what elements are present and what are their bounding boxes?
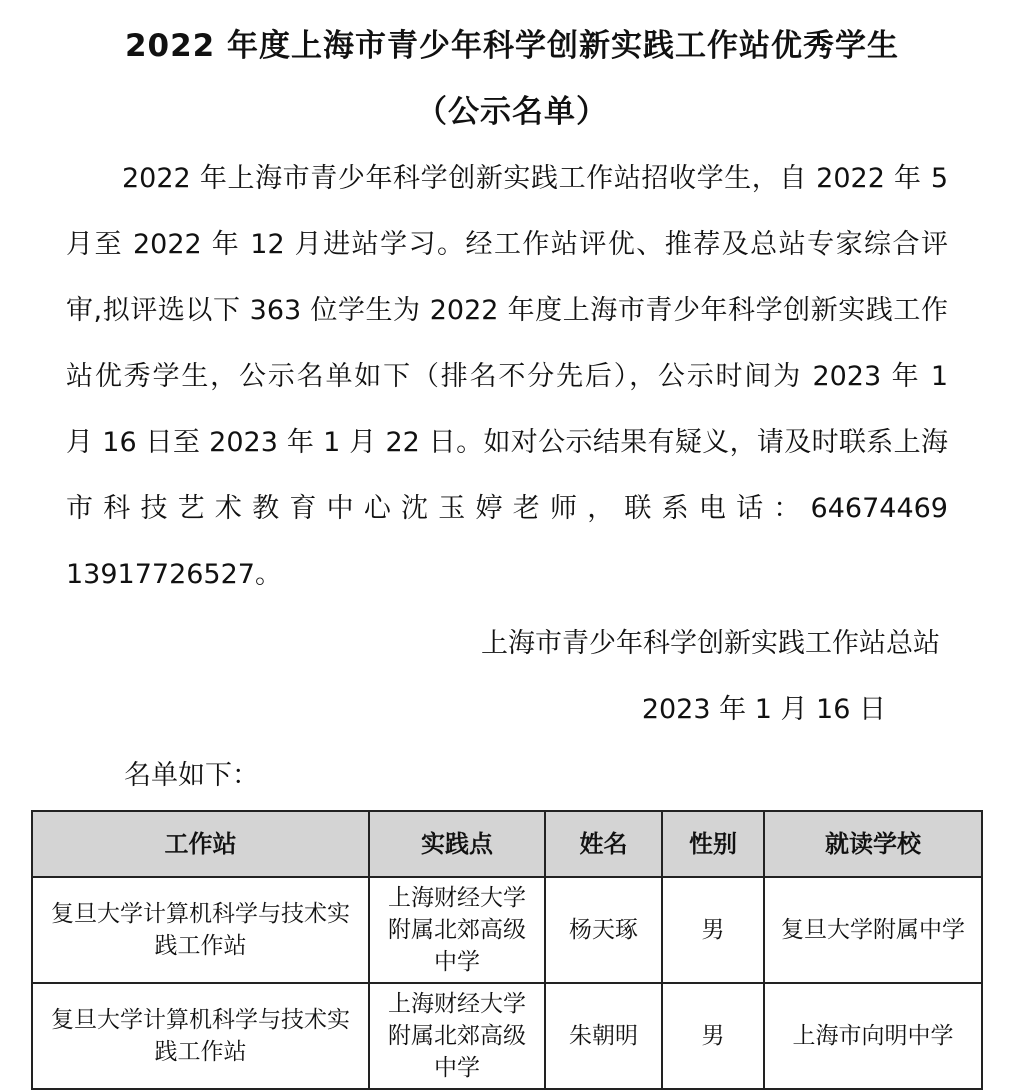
cell-workstation: 复旦大学计算机科学与技术实践工作站 (32, 983, 369, 1089)
paragraph-line: 月至 2022 年 12 月进站学习。经工作站评优、推荐及总站专家综合评 (66, 229, 948, 260)
announcement-paragraph (66, 146, 948, 608)
cell-name: 杨天琢 (545, 877, 662, 983)
signature-organization: 上海市青少年科学创新实践工作站总站 (481, 628, 940, 659)
cell-school: 复旦大学附属中学 (764, 877, 982, 983)
cell-workstation: 复旦大学计算机科学与技术实践工作站 (32, 877, 369, 983)
paragraph-line: 站优秀学生，公示名单如下（排名不分先后），公示时间为 2023 年 1 (66, 361, 948, 392)
paragraph-line: 市科技艺术教育中心沈玉婷老师，联系电话：64674469 (66, 493, 948, 524)
cell-name: 朱朝明 (545, 983, 662, 1089)
cell-school: 上海市向明中学 (764, 983, 982, 1089)
cell-practice-site: 上海财经大学附属北郊高级中学 (369, 983, 545, 1089)
paragraph-line: 审,拟评选以下 363 位学生为 2022 年度上海市青少年科学创新实践工作 (66, 295, 948, 326)
signature-date: 2023 年 1 月 16 日 (641, 694, 886, 725)
student-table (31, 810, 983, 1090)
cell-practice-site: 上海财经大学附属北郊高级中学 (369, 877, 545, 983)
paragraph-line: 月 16 日至 2023 年 1 月 22 日。如对公示结果有疑义，请及时联系上海 (66, 427, 948, 458)
paragraph-line: 2022 年上海市青少年科学创新实践工作站招收学生，自 2022 年 5 (122, 163, 948, 194)
document-subtitle: （公示名单） (416, 94, 608, 130)
document-title: 2022 年度上海市青少年科学创新实践工作站优秀学生 (124, 28, 900, 64)
header-gender: 性别 (662, 811, 764, 877)
cell-gender: 男 (662, 877, 764, 983)
list-label: 名单如下： (124, 760, 259, 791)
header-practice-site: 实践点 (369, 811, 545, 877)
header-school: 就读学校 (764, 811, 982, 877)
header-workstation: 工作站 (32, 811, 369, 877)
table-row (32, 983, 982, 1089)
paragraph-line: 13917726527。 (66, 559, 282, 590)
table-header-row (32, 811, 982, 877)
cell-gender: 男 (662, 983, 764, 1089)
table-row (32, 877, 982, 983)
header-name: 姓名 (545, 811, 662, 877)
